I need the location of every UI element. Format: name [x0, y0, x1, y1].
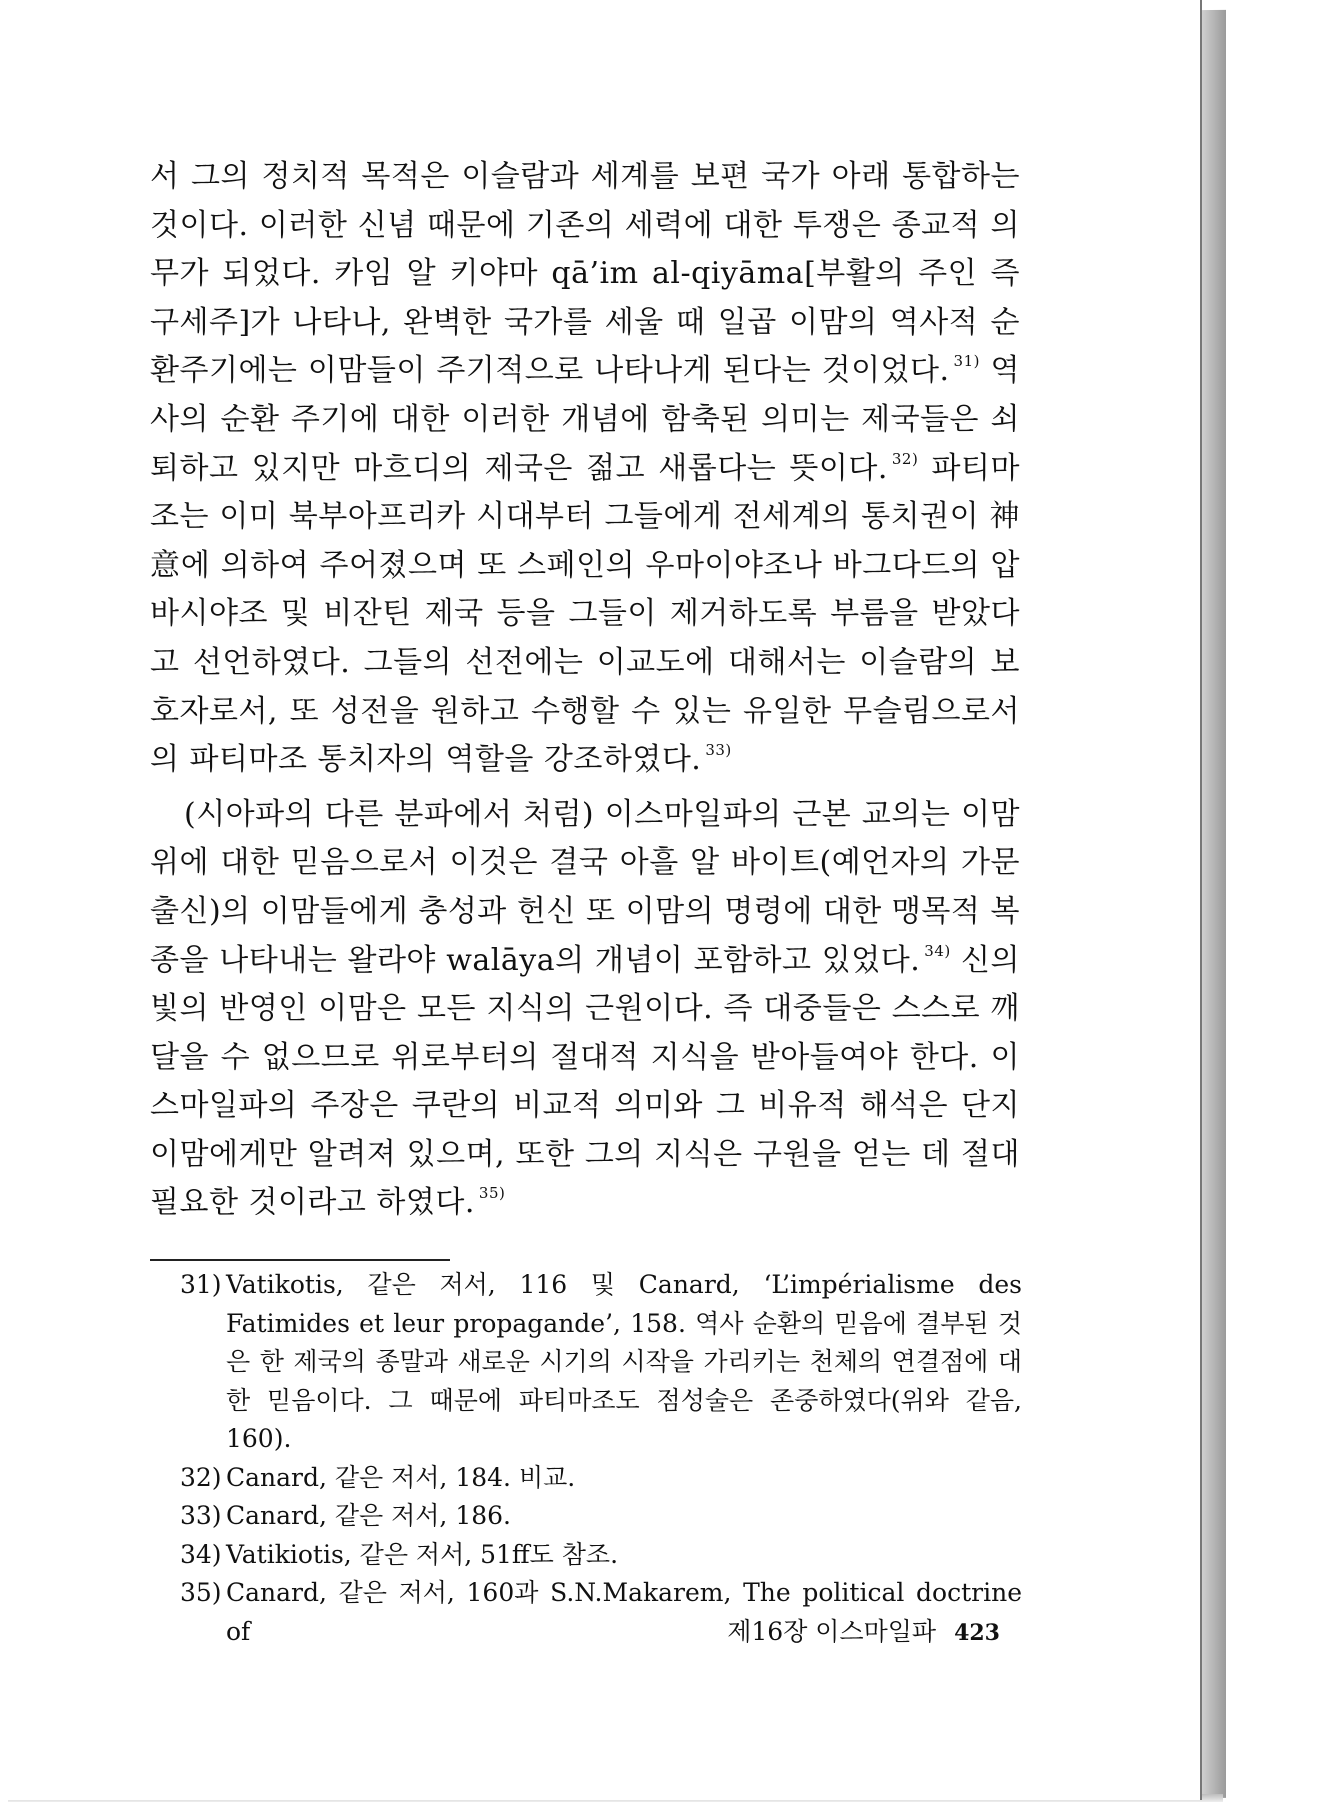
paragraph-1-text-2: 역사의 순환 주기에 대한 이러한 개념에 함축된 의미는 제국들은 쇠퇴하고 있지만 마흐디의 제국은 젊고 새롭다는 뜻이다. — [150, 353, 1020, 486]
footnote-ref-31[interactable]: 31) — [953, 352, 980, 371]
running-footer — [700, 1612, 1000, 1648]
footnote-text: Vatikotis, 같은 저서, 116 및 Canard, ‘L’impérialisme des Fatimides et leur propagande’, 158. 역사 순환의 믿음에 결부된 것은 한 제국의 종말과 새로운 시기의 시작을 가리키는 천체의 연결점에 대한 믿음이다. 그 때문에 파티마조도 점성술은 존중하였다(위와 같음, 160). — [226, 1270, 1022, 1453]
page-number: 423 — [954, 1620, 1000, 1646]
footnote-34 — [180, 1536, 1022, 1575]
footnote-number: 35) — [180, 1578, 222, 1607]
footnote-31 — [180, 1266, 1022, 1459]
footnote-text: Canard, 같은 저서, 184. 비교. — [226, 1462, 576, 1492]
footnote-number: 32) — [180, 1462, 222, 1492]
footnote-ref-32[interactable]: 32) — [891, 449, 919, 468]
footnotes — [180, 1266, 1022, 1651]
footnote-ref-34[interactable]: 34) — [924, 941, 951, 960]
footnote-33 — [180, 1497, 1022, 1536]
main-text — [150, 153, 1020, 1228]
footnote-number: 33) — [180, 1501, 222, 1530]
footnote-ref-35[interactable]: 35) — [478, 1184, 506, 1203]
page-edge-shadow — [1198, 10, 1226, 1798]
paragraph-1-text-3: 파티마조는 이미 북부아프리카 시대부터 그들에게 전세계의 통치권이 神意에 의하여 주어졌으며 또 스페인의 우마이야조나 바그다드의 압바시야조 및 비잔틴 제국 등을 그들이 제거하도록 부름을 받았다고 선언하였다. 그들의 선전에는 이교도에 대해서는 이슬람의 보호자로서, 또 성전을 원하고 수행할 수 있는 유일한 무슬림으로서의 파티마조 통치자의 역할을 강조하였다. — [150, 450, 1020, 778]
footnote-text: Canard, 같은 저서, 160과 S.N.Makarem, The political doctrine of — [226, 1578, 1022, 1646]
footnote-text: Vatikiotis, 같은 저서, 51ff도 참조. — [226, 1539, 619, 1569]
footnote-number: 31) — [180, 1270, 222, 1299]
footnote-number: 34) — [180, 1539, 222, 1569]
footnote-text: Canard, 같은 저서, 186. — [226, 1501, 511, 1530]
paragraph-1 — [150, 153, 1020, 785]
paragraph-1-text-1: 서 그의 정치적 목적은 이슬람과 세계를 보편 국가 아래 통합하는 것이다. 이러한 신념 때문에 기존의 세력에 대한 투쟁은 종교적 의무가 되었다. 카임 알 키야마 qā’im al-qiyāma[부활의 주인 즉 구세주]가 나타나, 완벽한 국가를 세울 때 일곱 이맘의 역사적 순환주기에는 이맘들이 주기적으로 나타나게 된다는 것이었다. — [150, 159, 1020, 389]
paragraph-2-text-1: (시아파의 다른 분파에서 처럼) 이스마일파의 근본 교의는 이맘위에 대한 믿음으로서 이것은 결국 아흘 알 바이트(예언자의 가문 출신)의 이맘들에게 충성과 헌신 또 이맘의 명령에 대한 맹목적 복종을 나타내는 왈라야 walāya의 개념이 포함하고 있었다. — [150, 796, 1020, 978]
paragraph-2-text-2: 신의 빛의 반영인 이맘은 모든 지식의 근원이다. 즉 대중들은 스스로 깨달을 수 없으므로 위로부터의 절대적 지식을 받아들여야 한다. 이스마일파의 주장은 쿠란의 비교적 의미와 그 비유적 해석은 단지 이맘에게만 알려져 있으며, 또한 그의 지식은 구원을 얻는 데 절대 필요한 것이라고 하였다. — [150, 942, 1021, 1221]
chapter-title: 제16장 이스마일파 — [727, 1617, 937, 1646]
footnote-divider — [150, 1259, 450, 1261]
footnote-ref-33[interactable]: 33) — [705, 741, 732, 760]
footnote-32 — [180, 1459, 1022, 1498]
paragraph-2 — [150, 791, 1020, 1228]
